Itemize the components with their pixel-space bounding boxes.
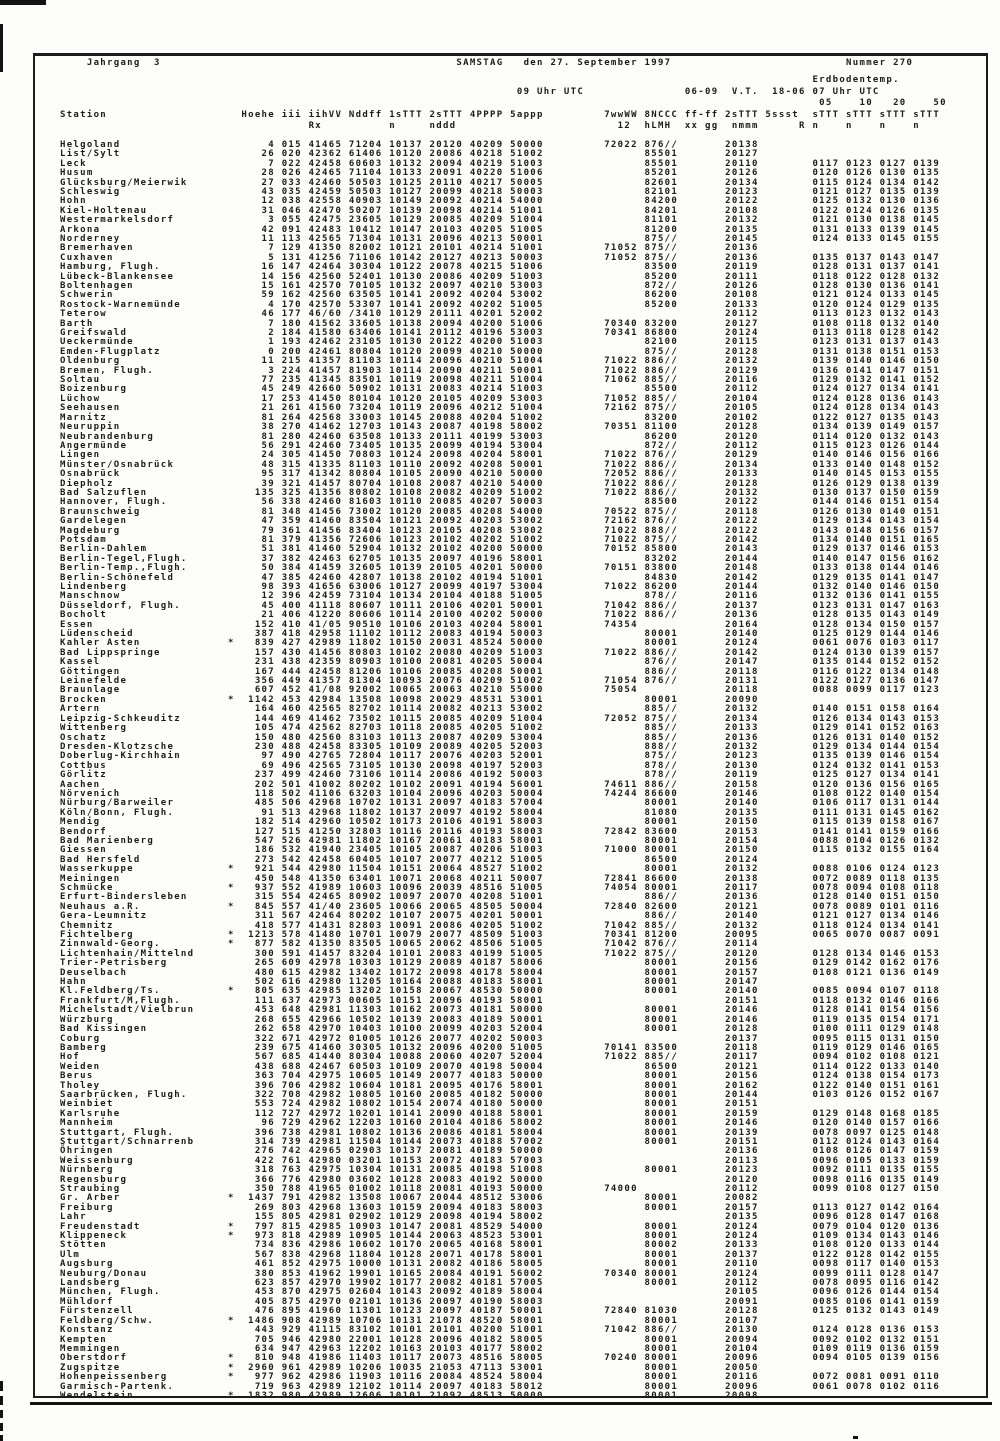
table-header xyxy=(60,75,986,133)
table-row: Seehausen 21 261 41560 73204 10119 20096 40212 51004 72162 875// 20105 0124 0128 0134 0143 xyxy=(60,403,941,414)
table-row: Hohenpeissenberg * 977 962 42986 11903 10116 20084 48524 58004 80001 20116 0072 0081 0091 0110 xyxy=(60,1372,941,1383)
table-row: Mendig 182 514 42960 10502 10173 20106 40191 58003 80001 20150 0115 0139 0158 0167 xyxy=(60,817,941,828)
scan-artifact xyxy=(0,1396,3,1405)
scan-artifact xyxy=(0,24,3,72)
table-row: Bad Lippspringe 157 430 41456 80803 10102 20080 40209 51003 71022 886// 20142 0124 0130 0139 0157 xyxy=(60,647,941,658)
table-row: Hannover, Flugh. 56 338 42460 81603 10110 20085 40207 50003 88500 20122 0144 0146 0151 0154 xyxy=(60,497,941,508)
table-row: Michelstadt/Vielbrun 453 648 42981 11303 10162 20073 40181 50000 80001 20146 0128 0141 0154 0156 xyxy=(60,1005,941,1016)
table-row: Weissenburg 422 761 42980 03201 10153 20072 40183 57003 20113 0096 0105 0133 0159 xyxy=(60,1155,941,1166)
header-line: 09 Uhr UTC 06-09 V.T. 18-06 07 Uhr UTC xyxy=(60,86,880,97)
table-row: Angermünde 56 291 42460 73405 10135 20099 40194 53004 872// 20112 0115 0123 0126 0144 xyxy=(60,440,941,451)
table-row: Bad Marienberg 547 526 42981 11802 10167 20061 40183 58001 80001 20154 0088 0104 0126 0132 xyxy=(60,835,941,846)
table-row: Braunlage 607 452 41/08 92002 10065 20063 40210 55000 75054 20118 0088 0099 0117 0123 xyxy=(60,685,941,696)
table-row: Meiningen 450 548 41350 63401 10071 20068 40211 50007 72841 86600 20138 0072 0089 0118 0135 xyxy=(60,873,941,884)
table-row: Chemnitz 418 577 41431 82803 10091 20086 40205 51002 71042 885// 20132 0118 0124 0134 0141 xyxy=(60,920,941,931)
table-row: Frankfurt/M,Flugh. 111 637 42973 00605 10151 20096 40193 58001 20151 0118 0132 0146 0166 xyxy=(60,995,941,1006)
table-row: Bremen, Flugh. 3 224 41457 81903 10114 20090 40211 50001 71022 886// 20129 0136 0141 0147 0151 xyxy=(60,365,941,376)
table-row: Schwerin 59 162 42560 63505 10141 20092 40204 53002 86200 20108 0121 0124 0133 0145 xyxy=(60,290,941,301)
table-row: Garmisch-Partenk. 719 963 42989 12102 10114 20097 40183 58012 80001 20096 0061 0078 0102 0116 xyxy=(60,1381,941,1392)
table-row: Lüdenscheid 387 418 42958 11102 10112 20083 40194 50003 80001 20140 0125 0129 0144 0146 xyxy=(60,629,941,640)
table-row: Lindenberg 98 393 41656 63006 10127 20099 40197 53004 71022 86200 20144 0132 0140 0146 0150 xyxy=(60,582,941,592)
table-row: Neuhaus a.R. * 845 557 41/40 23605 10066 20065 48505 50004 72840 82600 20121 0078 0089 0101 0116 xyxy=(60,901,941,912)
table-row: Hahn 502 616 42980 11205 10164 20088 40183 58001 80001 20147 xyxy=(60,977,759,988)
table-row: Kahler Asten * 839 427 42989 11802 10150 20031 48524 50000 80001 20124 0061 0076 0103 0117 xyxy=(60,638,941,649)
table-row: Fichtelberg * 1213 578 41480 10701 10079 20077 48509 51003 70341 81200 20095 0065 0070 0087 0091 xyxy=(60,930,941,941)
table-row: Helgoland 4 015 41465 71204 10137 20120 40209 50000 72022 876// 20138 xyxy=(60,139,759,150)
table-row: Stötten 734 836 42986 10602 10170 20065 40168 58001 80002 20133 0108 0120 0133 0144 xyxy=(60,1240,941,1251)
table-row: Neubrandenburg 81 280 42460 63508 10133 20111 40199 53003 86200 20120 0114 0120 0132 0143 xyxy=(60,431,941,442)
table-row: Trier-Petrisberg 265 609 42978 10303 10129 20089 40187 58006 80001 20156 0129 0142 0162 0176 xyxy=(60,958,941,969)
table-row: Glücksburg/Meierwik 27 033 42460 50503 10125 20110 40217 50005 82601 20134 0115 0124 0134 0142 xyxy=(60,177,941,188)
table-row: Berlin-Temp.,Flugh. 50 384 41459 32605 10139 20105 40201 50000 70151 83800 20148 0133 0138 0144 0146 xyxy=(60,563,941,574)
table-row: Zugspitze * 2960 961 42989 10206 10035 21053 47113 53001 80001 20050 xyxy=(60,1362,759,1373)
table-row: Brocken * 1142 453 42984 13508 10098 20029 48531 53001 80001 20090 xyxy=(60,694,759,705)
table-row: Gardelegen 47 359 41460 83504 10121 20092 40203 53002 72162 876// 20122 0129 0134 0143 0154 xyxy=(60,516,941,527)
table-row: Marnitz 81 264 42568 33003 10145 20088 40204 51002 83200 20102 0122 0127 0135 0143 xyxy=(60,412,941,423)
table-row: Kassel 231 438 42359 80903 10100 20081 40205 50004 876// 20147 0135 0144 0152 0152 xyxy=(60,657,941,668)
table-row: Münster/Osnabrück 48 315 41335 81103 10110 20092 40208 50001 71022 886// 20134 0133 0140 0148 0152 xyxy=(60,459,941,470)
table-row: Aachen 202 501 41002 80202 10102 20091 40194 56001 74611 886// 20158 0120 0136 0156 0165 xyxy=(60,779,941,790)
table-row: List/Sylt 26 020 42362 61406 10120 20086 40218 51002 85501 20127 xyxy=(60,149,759,160)
table-row: Tholey 396 706 42982 10604 10181 20095 40176 58001 80001 20162 0122 0140 0151 0161 xyxy=(60,1080,941,1091)
table-row: Augsburg 461 852 42975 10000 10131 20082 40186 58005 80001 20110 0098 0117 0140 0153 xyxy=(60,1259,941,1270)
table-row: Giessen 186 532 41940 23405 10105 20087 40206 51003 71000 80001 20150 0115 0132 0155 0164 xyxy=(60,845,941,856)
table-row: Wittenberg 105 474 42562 82703 10118 20085 40205 51002 885// 20133 0129 0141 0152 0163 xyxy=(60,723,941,734)
table-row: Göttingen 167 444 42458 81206 10106 20085 40208 50001 886// 20118 0116 0122 0134 0148 xyxy=(60,666,941,677)
table-row: Bad Hersfeld 273 542 42458 60405 10107 20077 40212 51005 86500 20124 xyxy=(60,854,759,865)
table-row: Landsberg 623 857 42970 19902 10177 20082 40181 57005 80001 20112 0078 0095 0116 0142 xyxy=(60,1278,941,1289)
table-row: Erfurt-Bindersleben 315 554 42465 80902 10097 20070 40208 51001 886// 20136 0128 0140 0151 0150 xyxy=(60,892,941,903)
table-row: Klippeneck * 973 818 42989 10905 10144 20063 48523 53001 80001 20124 0109 0134 0143 0146 xyxy=(60,1231,941,1242)
table-row: Lingen 24 305 41450 70803 10124 20098 40204 58001 71022 876// 20129 0140 0146 0156 0166 xyxy=(60,450,941,461)
table-row: Soltau 77 235 41345 83501 10119 20098 40211 51004 71062 885// 20116 0129 0132 0141 0152 xyxy=(60,375,941,386)
table-row: Leipzig-Schkeuditz 144 469 41462 73502 10115 20085 40209 51004 72052 875// 20134 0126 0134 0143 0153 xyxy=(60,713,941,724)
table-row: Weinbiet 553 724 42982 10802 10154 20074 40180 50000 80001 20151 xyxy=(60,1099,759,1110)
table-row: Deuselbach 480 615 42982 13402 10172 20098 40178 58004 80001 20157 0108 0121 0136 0149 xyxy=(60,967,941,978)
table-row: München, Flugh. 453 870 42975 02604 10143 20092 40189 58004 20105 0096 0126 0144 0154 xyxy=(60,1287,941,1298)
table-row: Lübeck-Blankensee 14 156 42560 52401 10130 20086 40209 51003 85200 20111 0118 0122 0128 0132 xyxy=(60,271,941,282)
table-row: Straubing 350 788 41965 01002 10118 20081 40193 50000 74000 20112 0099 0108 0127 0150 xyxy=(60,1184,941,1194)
header-line: Station Hoehe iii iihVV Nddff 1sTTT 2sTTT 4PPPP 5appp 7wwWW 8NCCC ff-ff 2sTTT 5ssst sTTT sTTT sTTT sTTT xyxy=(60,109,941,120)
table-row: Würzburg 268 655 42966 10502 10139 20083 40189 50001 80001 20146 0119 0135 0154 0171 xyxy=(60,1014,941,1025)
table-row: Gr. Arber * 1437 791 42982 13508 10067 20044 48512 53006 80001 20082 xyxy=(60,1193,759,1204)
table-row: Kl.Feldberg/Ts. * 805 635 42985 13202 10158 20067 48530 50000 80001 20140 0085 0094 0107 0118 xyxy=(60,986,941,997)
table-row: Lichtenhain/Mittelnd 300 591 41457 83204 10101 20083 40199 51005 71022 875// 20120 0128 0134 0146 0153 xyxy=(60,948,941,959)
header-line: 05 10 20 50 xyxy=(60,98,947,109)
table-row: Freiburg 269 803 42968 13603 10159 20094 40183 58003 80001 20157 0113 0127 0142 0164 xyxy=(60,1202,941,1213)
table-row: Bamberg 239 675 41460 30305 10132 20096 40200 51005 70141 83500 20118 0119 0129 0146 0165 xyxy=(60,1042,941,1053)
table-row: Ueckermünde 1 193 42462 23105 10130 20122 40200 51003 82100 20115 0123 0131 0137 0143 xyxy=(60,337,941,348)
table-row: Norderney 11 113 42565 71304 10131 20096 40213 50001 875// 20145 0124 0133 0145 0155 xyxy=(60,233,941,244)
table-row: Fürstenzell 476 895 41960 11301 10123 20097 40187 50001 72840 81030 20128 0125 0132 0143 0149 xyxy=(60,1306,941,1317)
table-row: Memmingen 634 947 42963 12202 10163 20103 40177 58002 80001 20104 0109 0119 0136 0159 xyxy=(60,1343,941,1354)
table-row: Neuburg/Donau 380 853 41962 19901 10165 20084 40191 56002 70340 80001 20124 0099 0111 0128 0147 xyxy=(60,1268,941,1279)
scan-artifact xyxy=(0,1381,3,1391)
table-row: Oldenburg 11 215 41357 81103 10114 20096 40210 51004 71022 886// 20132 0139 0140 0146 0150 xyxy=(60,356,941,367)
table-row: Cottbus 69 496 42565 73105 10130 20098 40197 52003 878// 20130 0124 0132 0141 0153 xyxy=(60,760,941,771)
table-row: Stuttgart/Schnarrenb 314 739 42981 11504 10144 20073 40188 57002 80001 20151 0112 0124 0143 0164 xyxy=(60,1136,941,1147)
table-row: Kempten 705 946 42980 22001 10128 20096 40182 58005 80001 20094 0092 0102 0132 0151 xyxy=(60,1334,941,1345)
table-row: Weiden 438 688 42467 60503 10109 20070 40198 50004 86500 20121 0114 0122 0133 0140 xyxy=(60,1061,941,1072)
table-row: Leinefelde 356 449 41357 81304 10093 20076 40209 51002 71054 876// 20131 0122 0127 0136 0147 xyxy=(60,676,941,687)
table-row: Oschatz 150 480 42560 83103 10113 20087 40209 53004 885// 20136 0126 0131 0140 0152 xyxy=(60,732,941,743)
scan-artifact xyxy=(853,1436,858,1439)
table-row: Boizenburg 45 249 42660 50902 10131 20083 40214 51003 85500 20112 0124 0127 0134 0141 xyxy=(60,384,941,395)
table-row: Schleswig 43 035 42459 50503 10127 20099 40218 50003 82101 20123 0121 0127 0135 0139 xyxy=(60,186,941,197)
table-row: Diepholz 39 321 41457 80704 10108 20087 40210 54000 71022 886// 20128 0126 0129 0138 0139 xyxy=(60,478,941,489)
table-row: Hohn 12 038 42558 40903 10149 20092 40214 54000 84200 20122 0125 0132 0130 0136 xyxy=(60,196,941,207)
table-row: Coburg 322 671 42972 01005 10126 20077 40202 50003 20137 0095 0115 0131 0150 xyxy=(60,1033,941,1044)
masthead: Jahrgang 3 SAMSTAG den 27. September 1997 Nummer 270 xyxy=(60,58,914,68)
table-row: Oberstdorf * 810 948 41986 11403 10117 20073 48516 58005 70240 80001 20096 0094 0105 0139 0156 xyxy=(60,1353,941,1364)
table-row: Ulm 567 838 42968 11804 10128 20071 40178 58001 80001 20137 0122 0128 0142 0155 xyxy=(60,1249,941,1260)
table-row: Rostock-Warnemünde 4 170 42570 53307 10141 20092 40202 51005 85200 20133 0120 0124 0129 0135 xyxy=(60,299,941,310)
table-row: Greifswald 2 184 41580 63406 10141 20112 40196 53003 70341 86800 20124 0113 0118 0128 0142 xyxy=(60,328,941,339)
table-row: Bad Salzuflen 135 325 41356 80802 10108 20082 40209 51002 71022 886// 20132 0130 0137 0150 0159 xyxy=(60,487,941,498)
table-row: Bremerhaven 7 129 41350 82002 10121 20101 40214 51001 71052 875// 20136 xyxy=(60,243,759,254)
table-row: Neuruppin 38 270 41462 12703 10143 20087 40198 58002 70351 81100 20128 0134 0139 0149 0157 xyxy=(60,422,941,433)
table-row: Nürburg/Barweiler 485 506 42968 10702 10131 20097 40183 57004 80001 20140 0106 0117 0131 0144 xyxy=(60,798,941,809)
station-table xyxy=(60,141,986,1401)
table-row: Lahr 155 805 42981 02902 10129 20098 40194 58002 20135 0096 0128 0147 0168 xyxy=(60,1212,941,1223)
table-row: Nürnberg 318 763 42975 10304 10131 20085 40198 51008 80001 20123 0092 0111 0135 0155 xyxy=(60,1165,941,1176)
table-row: Westermarkelsdorf 3 055 42475 23605 10129 20085 40209 51004 81101 20132 0121 0130 0138 0145 xyxy=(60,215,941,226)
table-row: Bocholt 21 406 41220 80606 10114 20100 40202 50000 71022 886// 20136 0128 0135 0143 0149 xyxy=(60,610,941,621)
table-row: Freudenstadt * 797 815 42985 10903 10147 20081 48529 54000 80001 20124 0079 0104 0120 0136 xyxy=(60,1221,941,1232)
header-line: Rx n nddd 12 hLMH xx gg nmmm R n n n n xyxy=(60,121,920,132)
table-row: Dresden-Klotzsche 230 488 42458 83305 10109 20089 40205 52003 888// 20132 0129 0134 0144 0154 xyxy=(60,741,941,752)
table-row: Feldberg/Schw. * 1486 908 42989 10706 10131 21078 48520 58001 80001 20107 xyxy=(60,1315,759,1326)
header-line: Erdbodentemp. xyxy=(60,75,900,86)
table-row: Düsseldorf, Flugh. 45 400 41118 80607 10111 20106 40201 50001 71042 886// 20137 0123 0131 0147 0163 xyxy=(60,600,941,611)
page-frame xyxy=(33,53,988,1401)
table-row: Schmücke * 937 552 41989 10603 10096 20039 48516 51005 74054 80001 20117 0078 0094 0108 0118 xyxy=(60,883,941,893)
table-row: Manschnow 12 396 42459 73104 10134 20104 40188 51005 878// 20116 0132 0136 0141 0155 xyxy=(60,591,941,602)
table-row: Mannheim 96 729 42962 12203 10160 20104 40186 58002 80001 20146 0120 0140 0157 0166 xyxy=(60,1118,941,1129)
table-row: Artern 164 460 42565 82702 10114 20082 40213 53002 885// 20132 0140 0151 0158 0164 xyxy=(60,704,941,715)
scan-artifact xyxy=(0,1410,3,1418)
table-row: Boltenhagen 15 161 42570 70105 10132 20097 40210 53003 872// 20126 0128 0130 0136 0141 xyxy=(60,281,941,291)
table-row: Köln/Bonn, Flugh. 91 513 42968 11802 10137 20097 40192 58004 81080 20135 0111 0131 0145 0162 xyxy=(60,807,941,818)
table-row: Lüchow 17 253 41450 80104 10120 20105 40209 53003 71052 885// 20104 0124 0128 0136 0143 xyxy=(60,393,941,404)
table-row: Potsdam 81 379 41356 72606 10123 20102 40202 51002 71022 875// 20142 0134 0140 0151 0165 xyxy=(60,534,941,545)
table-row: Wendelstein * 1832 980 42989 12606 10101 21092 48513 50000 80001 20098 xyxy=(60,1390,759,1401)
table-row: Osnabrück 95 317 41342 80804 10105 20090 40210 50000 72052 886// 20133 0140 0145 0153 0155 xyxy=(60,469,941,480)
table-row: Hamburg, Flugh. 16 147 42464 30304 10122 20078 40215 51006 83500 20119 0128 0131 0137 0141 xyxy=(60,262,941,273)
scan-artifact xyxy=(0,0,46,5)
table-row: Leck 7 022 42458 60603 10132 20094 40219 51003 85501 20110 0117 0123 0127 0139 xyxy=(60,158,941,169)
table-row: Arkona 42 091 42483 10412 10147 20103 40205 51005 81200 20135 0131 0133 0139 0145 xyxy=(60,224,941,235)
table-row: Kiel-Holtenau 31 046 42470 50207 10139 20098 40214 51001 84201 20108 0122 0124 0126 0135 xyxy=(60,205,941,216)
bottom-double-rule xyxy=(30,1402,992,1405)
table-row: Bad Kissingen 262 658 42970 10403 10100 20099 40203 52004 80001 20128 0100 0111 0129 0148 xyxy=(60,1024,941,1035)
table-row: Stuttgart, Flugh. 396 738 42981 10802 10136 20086 40181 58004 80001 20139 0078 0097 0125 0148 xyxy=(60,1127,941,1138)
table-row: Karlsruhe 112 727 42972 10201 10141 20090 40188 58001 80001 20159 0129 0148 0168 0185 xyxy=(60,1108,941,1119)
table-row: Magdeburg 79 361 41456 83404 10123 20105 40208 53002 71022 888// 20122 0143 0148 0156 0157 xyxy=(60,525,941,536)
table-row: Braunschweig 81 348 41456 73002 10120 20085 40208 54000 70522 875// 20118 0126 0130 0140 0151 xyxy=(60,506,941,517)
table-row: Barth 7 180 41562 33605 10138 20094 40200 51006 70340 83200 20127 0108 0118 0132 0140 xyxy=(60,318,941,329)
table-row: Zinnwald-Georg. * 877 582 41350 83505 10065 20062 48506 51005 71042 876// 20114 xyxy=(60,939,759,950)
table-row: Regensburg 366 776 42980 03602 10128 20083 40192 50000 20120 0098 0116 0135 0149 xyxy=(60,1174,941,1185)
table-row: Konstanz 443 929 41115 83102 10101 20101 40200 51001 71042 886// 20130 0124 0128 0136 0153 xyxy=(60,1325,941,1336)
table-row: Husum 28 026 42465 71104 10133 20091 40220 51006 85201 20126 0120 0126 0130 0135 xyxy=(60,168,941,179)
table-row: Doberlug-Kirchhain 97 490 42765 72804 10117 20076 40203 52001 875// 20123 0135 0139 0146 0154 xyxy=(60,751,941,762)
table-row: Saarbrücken, Flugh. 322 708 42982 10805 10160 20085 40182 50000 80001 20144 0103 0126 0152 0167 xyxy=(60,1089,941,1100)
table-row: Essen 152 410 41/05 90510 10106 20103 40204 58001 74354 20164 0128 0134 0150 0157 xyxy=(60,619,941,630)
table-row: Wasserkuppe * 921 544 42980 11504 10151 20064 48527 51002 80001 20132 0088 0106 0124 0123 xyxy=(60,864,941,875)
table-row: Bendorf 127 515 41250 32803 10116 20116 40193 58003 72842 83600 20153 0141 0141 0159 0166 xyxy=(60,826,941,837)
scan-artifact xyxy=(0,1423,3,1431)
table-row: Berlin-Schönefeld 47 385 42460 42807 10138 20102 40194 51001 84830 20142 0129 0135 0141 0147 xyxy=(60,572,941,583)
table-row: Gera-Leumnitz 311 567 42464 80202 10107 20075 40201 50001 886// 20140 0121 0127 0134 0146 xyxy=(60,911,941,922)
table-row: Mühldorf 405 875 42970 02101 10136 20097 40190 58003 20091 0085 0106 0141 0159 xyxy=(60,1296,941,1307)
table-row: Berlin-Dahlem 51 381 41460 52904 10132 20102 40200 50000 70152 85800 20143 0129 0137 0146 0153 xyxy=(60,544,941,555)
table-row: Teterow 46 177 46/60 /3410 10129 20111 40201 52002 20112 0113 0123 0132 0143 xyxy=(60,309,941,320)
table-row: Berlin-Tegel,Flugh. 37 382 42463 62705 10135 20097 40196 58001 83202 20144 0140 0147 0156 0162 xyxy=(60,553,941,564)
table-row: Nörvenich 118 502 41106 63203 10104 20096 40203 50004 74244 86600 20146 0108 0122 0140 0154 xyxy=(60,788,941,799)
table-row: Berus 363 704 42975 10605 10149 20077 40183 50000 80001 20156 0124 0138 0154 0173 xyxy=(60,1071,941,1082)
table-row: Öhringen 276 742 42965 02903 10137 20081 40189 50000 20136 0108 0126 0147 0159 xyxy=(60,1146,941,1157)
table-row: Görlitz 237 499 42460 73106 10114 20086 40192 50003 878// 20119 0125 0127 0134 0141 xyxy=(60,770,941,781)
table-row: Emden-Flugplatz 0 200 42461 80804 10120 20099 40210 50000 875// 20128 0131 0138 0151 0153 xyxy=(60,346,941,357)
table-row: Hof 567 685 41440 80304 10088 20060 40207 52004 71022 885// 20117 0094 0102 0108 0121 xyxy=(60,1052,941,1063)
scan-artifact xyxy=(0,1435,3,1441)
table-row: Cuxhaven 5 131 41256 71106 10142 20127 40213 50003 71052 875// 20136 0135 0137 0143 0147 xyxy=(60,252,941,263)
